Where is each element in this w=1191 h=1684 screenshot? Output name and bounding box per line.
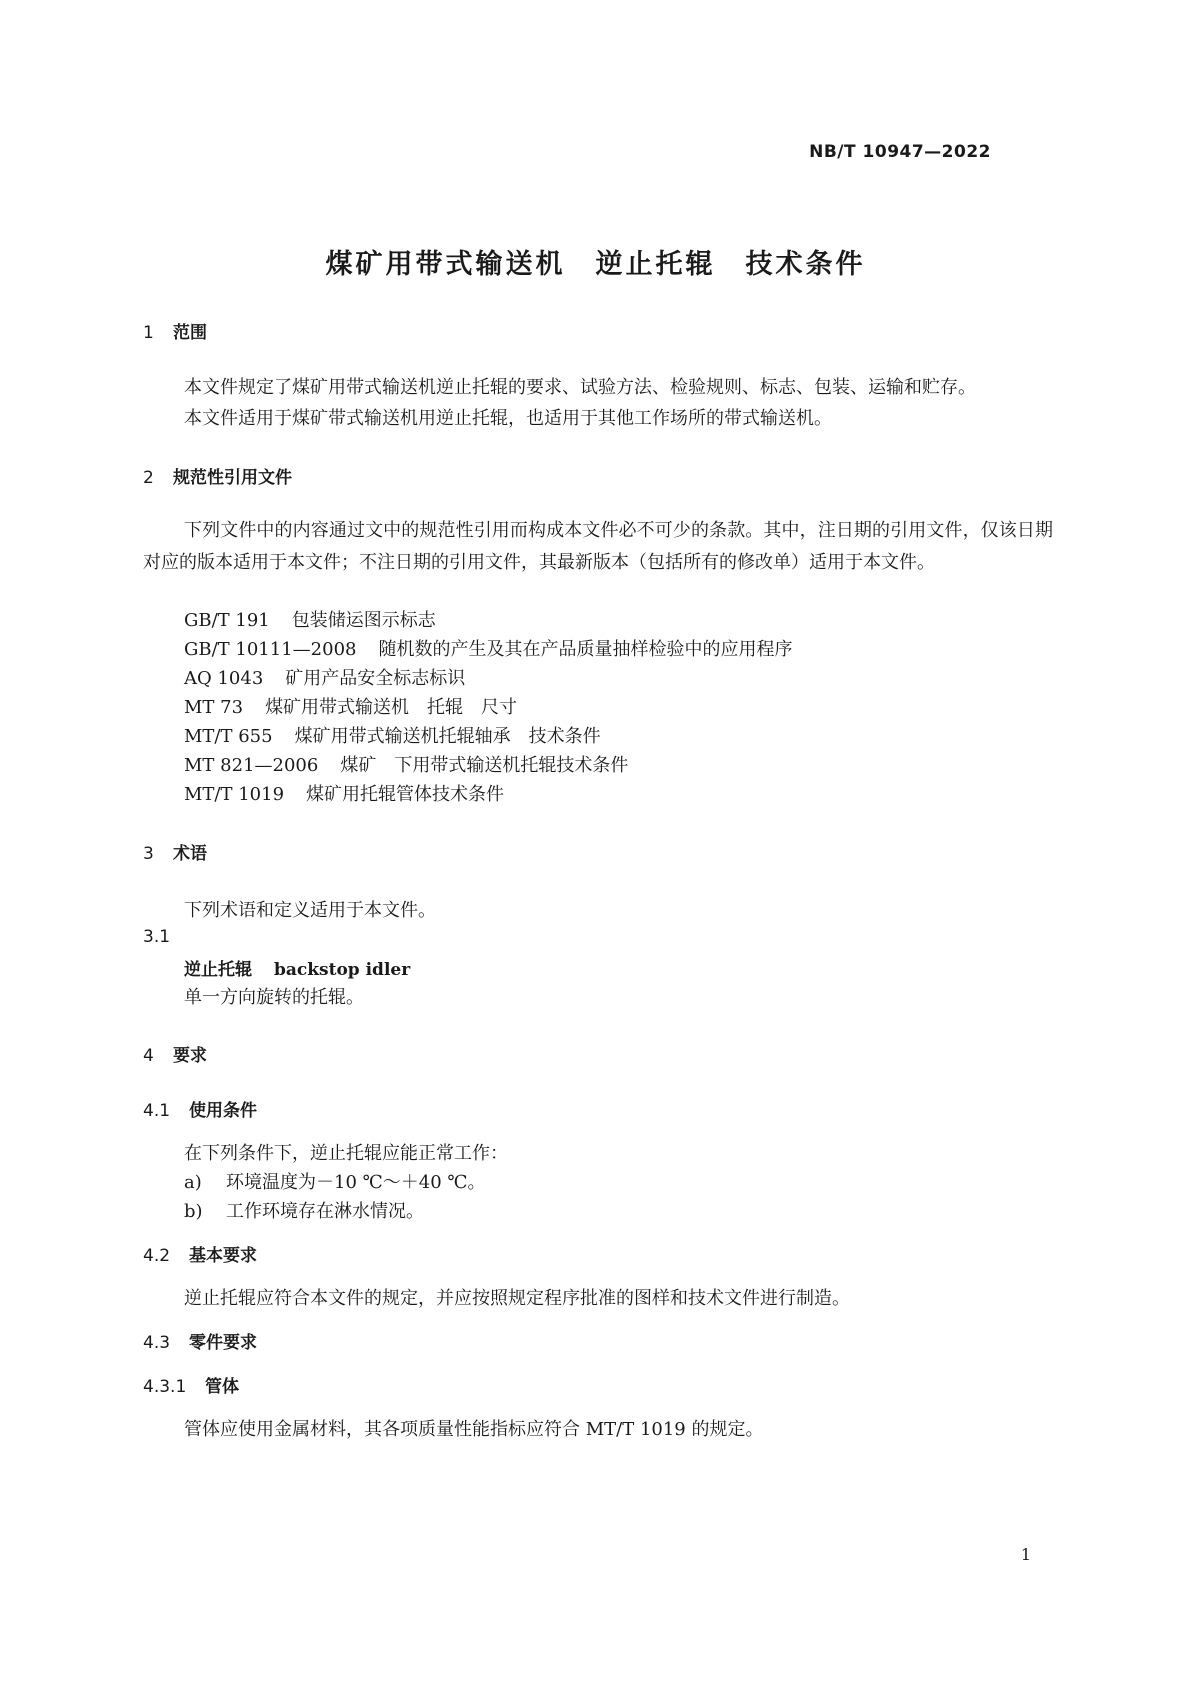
section-title: 术语 [173,844,207,864]
subsection-number: 4.3 [143,1333,171,1353]
reference-title: 随机数的产生及其在产品质量抽样检验中的应用程序 [378,639,793,660]
subsection-title: 零件要求 [189,1333,257,1353]
section-title: 要求 [173,1046,207,1066]
reference-code: MT 821—2006 [184,755,319,776]
section-title: 规范性引用文件 [173,468,292,488]
reference-item [184,664,465,690]
reference-title: 煤矿用带式输送机 托辊 尺寸 [265,697,518,718]
reference-title: 包装储运图示标志 [291,610,436,631]
list-text: 工作环境存在淋水情况。 [226,1201,424,1222]
subsection-number: 4.1 [143,1101,171,1121]
reference-code: MT 73 [184,697,244,718]
section-number: 3 [143,844,154,864]
reference-code: MT/T 655 [184,726,273,747]
section-title: 范围 [173,323,207,343]
subsection-number: 4.2 [143,1246,171,1266]
term-english: backstop idler [274,960,411,980]
reference-item [184,751,628,777]
subsection-number: 4.3.1 [143,1377,187,1397]
paragraph: 下列术语和定义适用于本文件。 [184,900,436,921]
reference-title: 矿用产品安全标志标识 [285,668,466,689]
subsection-title: 基本要求 [189,1246,257,1266]
page-number: 1 [1020,1545,1031,1564]
reference-item [184,635,792,661]
subsection-title: 使用条件 [189,1101,257,1121]
list-item [184,1197,424,1223]
section-1-heading [143,318,207,343]
section-number: 1 [143,323,154,343]
term-entry [184,955,410,980]
paragraph: 本文件规定了煤矿用带式输送机逆止托辊的要求、试验方法、检验规则、标志、包装、运输和贮存。 [184,377,976,398]
section-2-heading [143,463,292,488]
reference-title: 煤矿用带式输送机托辊轴承 技术条件 [294,726,601,747]
standard-number: NB/T 10947—2022 [809,142,991,162]
reference-code: GB/T 191 [184,610,270,631]
term-number: 3.1 [143,927,171,947]
subsection-4-3-heading [143,1328,257,1353]
reference-code: GB/T 10111—2008 [184,639,357,660]
reference-code: MT/T 1019 [184,784,285,805]
section-3-heading [143,839,207,864]
term-chinese: 逆止托辊 [184,960,252,980]
reference-title: 煤矿 下用带式输送机托辊技术条件 [340,755,629,776]
subsection-4-1-heading [143,1096,257,1121]
list-item [184,1168,486,1194]
reference-title: 煤矿用托辊管体技术条件 [306,784,505,805]
reference-item [184,780,504,806]
section-4-heading [143,1041,207,1066]
term-definition: 单一方向旋转的托辊。 [184,987,364,1008]
reference-item [184,606,436,632]
subsection-4-3-1-heading [143,1372,239,1397]
paragraph: 管体应使用金属材料，其各项质量性能指标应符合 MT/T 1019 的规定。 [184,1419,764,1440]
document-title: 煤矿用带式输送机 逆止托辊 技术条件 [325,249,866,280]
section-number: 2 [143,468,154,488]
list-marker: b) [184,1201,203,1222]
reference-item [184,693,517,719]
paragraph: 本文件适用于煤矿带式输送机用逆止托辊，也适用于其他工作场所的带式输送机。 [184,408,832,429]
subsection-4-2-heading [143,1241,257,1266]
paragraph: 在下列条件下，逆止托辊应能正常工作： [184,1143,508,1164]
paragraph: 逆止托辊应符合本文件的规定，并应按照规定程序批准的图样和技术文件进行制造。 [184,1288,850,1309]
list-marker: a) [184,1172,202,1193]
reference-item [184,722,601,748]
list-text: 环境温度为－10 ℃～＋40 ℃。 [226,1172,486,1193]
subsection-title: 管体 [205,1377,239,1397]
section-number: 4 [143,1046,154,1066]
paragraph: 下列文件中的内容通过文中的规范性引用而构成本文件必不可少的条款。其中，注日期的引用文件，仅该日期对应的版本适用于本文件；不注日期的引用文件，其最新版本（包括所有的修改单）适用于本文件。 [143,520,1053,573]
reference-code: AQ 1043 [184,668,264,689]
